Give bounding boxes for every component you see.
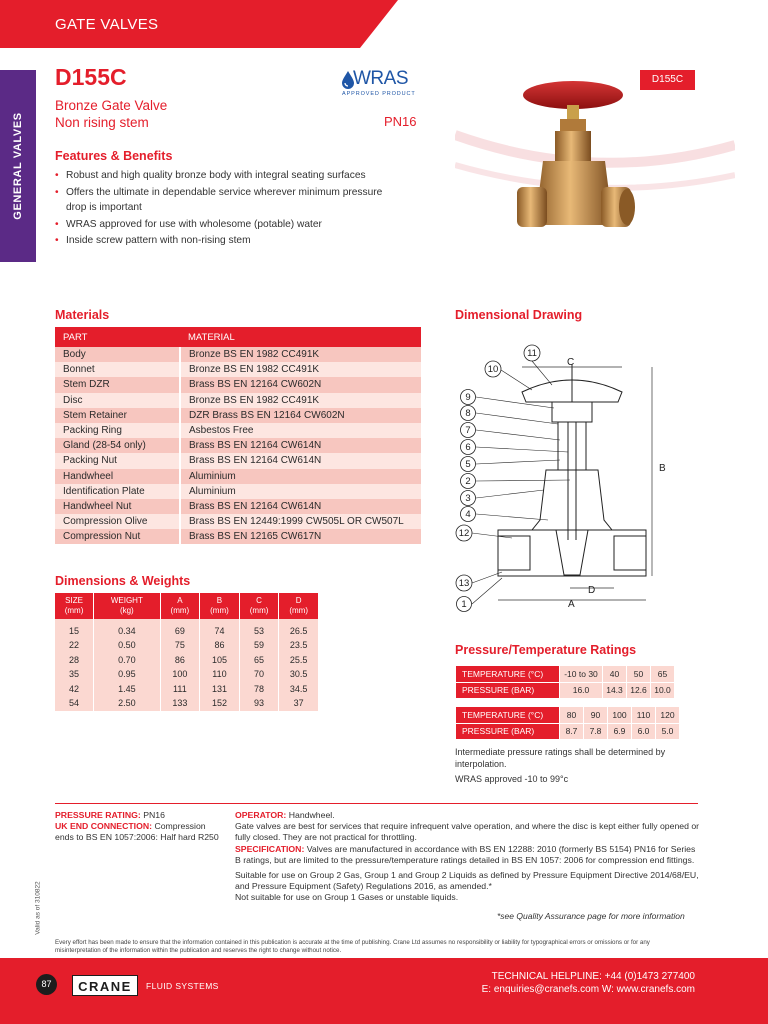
dimensions-heading: Dimensions & Weights [55,574,191,588]
wras-logo [340,68,424,100]
table-row [55,453,421,468]
dim-col-b: B (mm) [200,593,240,619]
suitability-note: Suitable for use on Group 2 Gas, Group 1 and Group 2 Liquids as defined by Pressure Equipment Directive 2014/68/EU, and Pressure Equipment (Safety) Regulations 2016, as amended.* [235,870,699,892]
page-number: 87 [36,974,57,995]
table-row [55,529,421,544]
validity-date: Valid as of 310822 [34,881,42,935]
dimensional-drawing [452,340,692,615]
table-row [55,423,421,438]
material-part: Packing Nut [55,453,180,468]
dim-cell: 0.34 [94,619,160,638]
table-row [456,707,680,724]
table-row [55,696,319,711]
table-row [55,619,319,638]
dim-col-weight: WEIGHT (kg) [94,593,160,619]
dim-cell: 93 [239,696,279,711]
callout-3: 3 [465,493,471,504]
callout-10: 10 [487,364,499,375]
dim-cell: 0.70 [94,653,160,668]
dim-cell: 42 [55,682,94,697]
side-tab-label: GENERAL VALVES [12,112,24,220]
table-row [55,667,319,682]
spec-right-block [235,810,700,904]
dim-cell: 111 [160,682,200,697]
contact-email-web: E: enquiries@cranefs.com W: www.cranefs.com [481,984,695,995]
callout-7: 7 [465,425,471,436]
feature-item: • WRAS approved for use with wholesome (potable) water [55,217,405,233]
material-part: Compression Nut [55,529,180,544]
pt-pressure-cell: 12.6 [627,682,651,699]
callout-1: 1 [461,599,467,610]
table-row [55,393,421,408]
material-spec: Brass BS EN 12164 CW602N [180,377,421,392]
dim-cell: 2.50 [94,696,160,711]
material-spec: Asbestos Free [180,423,421,438]
table-row [55,638,319,653]
dim-col-a: A (mm) [160,593,200,619]
materials-heading: Materials [55,308,110,322]
product-code-badge: D155C [640,70,695,90]
dim-cell: 30.5 [279,667,319,682]
spec-left-block [55,810,225,844]
material-part: Handwheel Nut [55,499,180,514]
features-heading: Features & Benefits [55,149,173,163]
material-spec: Brass BS EN 12164 CW614N [180,499,421,514]
callout-5: 5 [465,459,471,470]
dim-cell: 23.5 [279,638,319,653]
pt-table-1 [455,665,675,699]
valve-product-image [455,75,735,295]
dim-cell: 59 [239,638,279,653]
dim-col-d: D (mm) [279,593,319,619]
material-part: Bonnet [55,362,180,377]
callout-11: 11 [527,348,537,359]
material-spec: DZR Brass BS EN 12164 CW602N [180,408,421,423]
dim-cell: 25.5 [279,653,319,668]
dim-cell: 22 [55,638,94,653]
table-row [456,682,675,699]
disclaimer: Every effort has been made to ensure that the information contained in this publication is accurate at the time of publishing. Crane Ltd assumes no responsibility or liability for typographical errors or omissions or for any misinterpretation of the information within the publication and reserves the right to change without notice. [55,939,650,954]
table-row [55,469,421,484]
product-name-line1: Bronze Gate Valve [55,98,168,113]
pt-table-2 [455,706,680,740]
dim-cell: 35 [55,667,94,682]
features-list [55,168,405,250]
dim-cell: 15 [55,619,94,638]
feature-item: • Robust and high quality bronze body with integral seating surfaces [55,168,405,184]
pt-pressure-label: PRESSURE (BAR) [456,682,560,699]
material-part: Packing Ring [55,423,180,438]
material-spec: Bronze BS EN 1982 CC491K [180,347,421,362]
wras-logo-text: WRAS [353,68,408,89]
dim-cell: 26.5 [279,619,319,638]
dim-col-c: C (mm) [239,593,279,619]
dim-cell: 54 [55,696,94,711]
table-row [55,514,421,529]
table-row [55,347,421,362]
material-part: Compression Olive [55,514,180,529]
pt-pressure-cell: 14.3 [603,682,627,699]
crane-logo-text: CRANE [78,979,132,994]
division-name: FLUID SYSTEMS [146,981,219,991]
material-part: Body [55,347,180,362]
section-title: GATE VALVES [55,16,159,33]
dim-cell: 69 [160,619,200,638]
pt-pressure-cell: 7.8 [584,723,608,740]
material-part: Gland (28-54 only) [55,438,180,453]
material-spec: Brass BS EN 12164 CW614N [180,438,421,453]
dim-cell: 78 [239,682,279,697]
dim-cell: 53 [239,619,279,638]
pt-temp-cell: 80 [560,707,584,724]
material-spec: Brass BS EN 12449:1999 CW505L OR CW507L [180,514,421,529]
material-part: Stem Retainer [55,408,180,423]
pt-temp-cell: 65 [651,666,675,683]
callout-6: 6 [465,442,471,453]
dim-cell: 1.45 [94,682,160,697]
material-part: Handwheel [55,469,180,484]
pt-temp-cell: 90 [584,707,608,724]
dim-cell: 34.5 [279,682,319,697]
wras-approval-note: WRAS approved -10 to 99°c [455,774,569,784]
table-row [55,408,421,423]
dim-cell: 65 [239,653,279,668]
pressure-class: PN16 [384,114,417,129]
pt-temp-cell: 110 [632,707,656,724]
dim-cell: 0.95 [94,667,160,682]
crane-logo [72,975,138,996]
dim-cell: 105 [200,653,240,668]
pt-temp-cell: 120 [656,707,680,724]
materials-header-row [55,327,421,347]
material-spec: Bronze BS EN 1982 CC491K [180,362,421,377]
dim-cell: 131 [200,682,240,697]
pt-temp-cell: 50 [627,666,651,683]
feature-item: • Inside screw pattern with non-rising stem [55,233,405,249]
material-spec: Aluminium [180,484,421,499]
dim-label-c: C [567,357,575,368]
feature-item: • Offers the ultimate in dependable service wherever minimum pressure drop is important [55,185,405,216]
material-part: Identification Plate [55,484,180,499]
table-row [55,484,421,499]
callout-2: 2 [465,476,471,487]
pt-pressure-cell: 16.0 [560,682,603,699]
dim-cell: 133 [160,696,200,711]
table-row [55,499,421,514]
unsuitability-note: Not suitable for use on Group 1 Gases or unstable liquids. [235,892,459,903]
pt-pressure-cell: 8.7 [560,723,584,740]
dim-cell: 70 [239,667,279,682]
pt-temp-label: TEMPERATURE (°C) [456,707,560,724]
material-spec: Brass BS EN 12165 CW617N [180,529,421,544]
dim-label-d: D [588,585,596,596]
materials-table [55,327,421,544]
dim-label-b: B [659,463,666,474]
contact-block [482,970,695,996]
callout-13: 13 [458,578,470,589]
table-row [55,377,421,392]
pt-temp-cell: 100 [608,707,632,724]
materials-col-part: PART [55,327,180,347]
wras-logo-subtext: APPROVED PRODUCT [342,91,416,97]
material-spec: Brass BS EN 12164 CW614N [180,453,421,468]
dim-cell: 28 [55,653,94,668]
table-row [456,723,680,740]
pt-pressure-cell: 6.9 [608,723,632,740]
pt-pressure-cell: 10.0 [651,682,675,699]
pressure-rating: PRESSURE RATING: PN16 [55,810,165,820]
pt-heading: Pressure/Temperature Ratings [455,643,637,657]
callout-12: 12 [458,528,470,539]
product-code: D155C [55,64,127,90]
pt-pressure-cell: 5.0 [656,723,680,740]
table-row [456,666,675,683]
dimensions-table [55,593,319,711]
dim-cell: 152 [200,696,240,711]
dim-cell: 100 [160,667,200,682]
material-part: Disc [55,393,180,408]
callout-8: 8 [465,408,471,419]
dim-cell: 74 [200,619,240,638]
dim-label-a: A [568,599,575,610]
table-row [55,653,319,668]
uk-end-connection: UK END CONNECTION: Compression ends to BS EN 1057:2006: Half hard R250 [55,821,219,843]
qa-note: *see Quality Assurance page for more information [497,911,685,921]
dim-cell: 86 [160,653,200,668]
pt-interpolation-note: Intermediate pressure ratings shall be determined by interpolation. [455,747,666,769]
pt-pressure-cell: 6.0 [632,723,656,740]
callout-9: 9 [465,392,471,403]
pt-pressure-label: PRESSURE (BAR) [456,723,560,740]
dim-col-size: SIZE (mm) [55,593,94,619]
pt-temp-cell: 40 [603,666,627,683]
dimensions-header-row [55,593,319,619]
technical-helpline: TECHNICAL HELPLINE: +44 (0)1473 277400 [491,971,695,982]
material-part: Stem DZR [55,377,180,392]
dim-cell: 37 [279,696,319,711]
divider [55,803,698,804]
material-spec: Bronze BS EN 1982 CC491K [180,393,421,408]
materials-col-material: MATERIAL [180,327,421,347]
table-row [55,682,319,697]
dim-cell: 75 [160,638,200,653]
product-name [55,97,167,131]
operator-description: Gate valves are best for services that require infrequent valve operation, and where the disc is kept either fully opened or fully closed. They are not practical for throttling. [235,821,700,843]
dim-cell: 0.50 [94,638,160,653]
operator: OPERATOR: Handwheel. [235,810,335,820]
pt-temp-label: TEMPERATURE (°C) [456,666,560,683]
dim-cell: 110 [200,667,240,682]
table-row [55,438,421,453]
material-spec: Aluminium [180,469,421,484]
specification: SPECIFICATION: Valves are manufactured in accordance with BS EN 12288: 2010 (formerly BS 5154) PN16 for Series B ratings, but are limited to the pressure/temperature ratings detailed in BS EN 1057: 2006 for compression end fittings. [235,843,696,865]
drawing-heading: Dimensional Drawing [455,308,583,322]
pt-temp-cell: -10 to 30 [560,666,603,683]
product-name-line2: Non rising stem [55,115,149,130]
callout-4: 4 [465,509,471,520]
table-row [55,362,421,377]
dim-cell: 86 [200,638,240,653]
